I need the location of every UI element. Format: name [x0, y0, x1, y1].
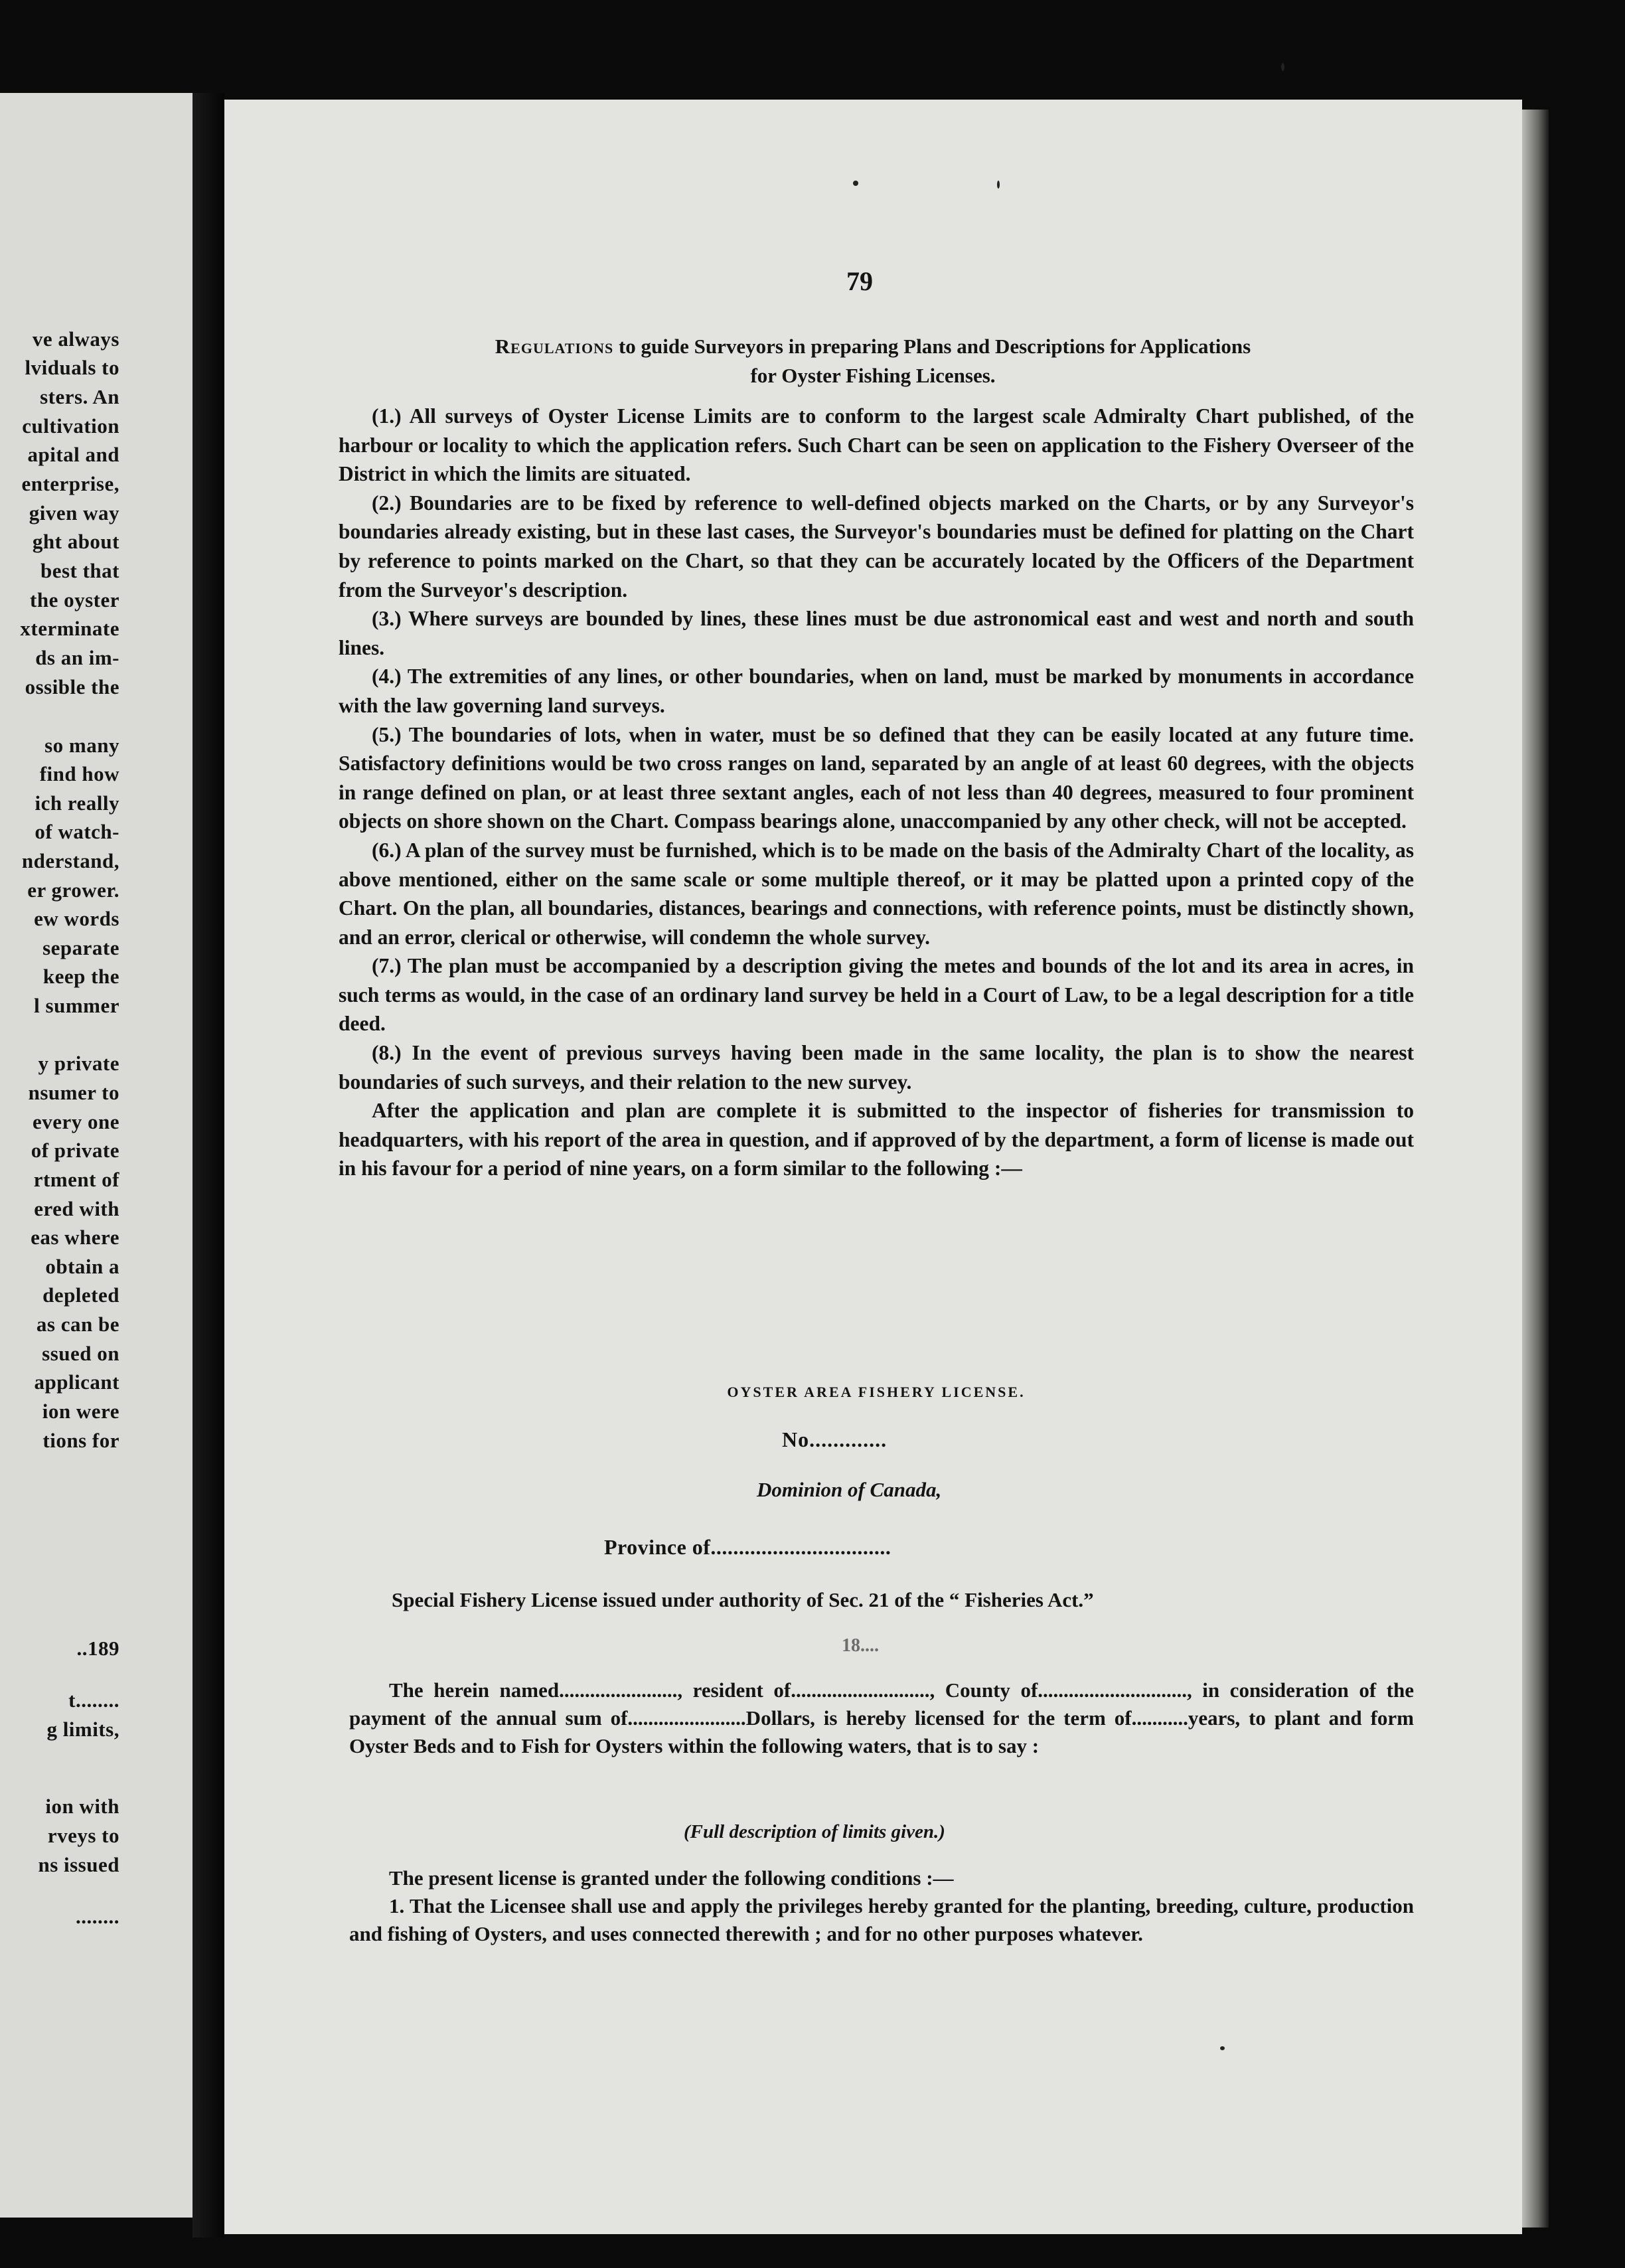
print-speck	[1220, 2046, 1225, 2050]
license-form-text	[349, 1676, 1414, 1760]
left-page-line: as can be	[36, 1313, 119, 1336]
license-number-line: No.............	[782, 1427, 888, 1451]
left-page-line: of watch-	[35, 820, 119, 843]
left-page-line: every one	[32, 1110, 119, 1133]
left-page-line: eas where	[31, 1226, 119, 1249]
year-line: 18....	[842, 1635, 879, 1656]
left-page-line: sters. An	[40, 385, 119, 408]
regulations-body	[339, 402, 1414, 1183]
left-page-line: ion were	[42, 1400, 119, 1423]
left-page-line: ich really	[35, 791, 119, 815]
left-page-line: ossible the	[25, 675, 119, 698]
province-line: Province of................................	[604, 1535, 891, 1559]
left-page-line: best that	[40, 559, 119, 582]
left-page-line: lviduals to	[25, 356, 119, 379]
left-page-line: so many	[44, 734, 119, 757]
regulation-paragraph: (8.) In the event of previous surveys having been made in the same locality, the plan is to show the nearest boundaries of such surveys, and their relation to the new survey.	[339, 1041, 1414, 1094]
left-page-line: applicant	[34, 1370, 119, 1394]
left-page-line: rtment of	[33, 1168, 119, 1191]
special-license-line: Special Fishery License issued under authority of Sec. 21 of the “ Fisheries Act.”	[392, 1588, 1094, 1611]
heading-line-2: for Oyster Fishing Licenses.	[750, 364, 996, 387]
left-page-line: xterminate	[20, 617, 119, 640]
left-page-line: ew words	[34, 907, 119, 930]
left-page-line: obtain a	[45, 1255, 119, 1278]
left-page-line: enterprise,	[21, 472, 119, 495]
regulation-paragraph: After the application and plan are complete it is submitted to the inspector of fisheries for transmission to headquarters, with his report of the area in question, and if approved of by the department, a form of license is made out in his favour for a period of nine years, on a form similar to the following :—	[339, 1099, 1414, 1180]
heading-caps: Regulations	[495, 335, 614, 358]
left-page-line: find how	[39, 762, 119, 785]
license-conditions	[349, 1864, 1414, 1948]
dominion-line: Dominion of Canada,	[757, 1478, 942, 1501]
left-page-line: separate	[42, 936, 119, 959]
regulation-paragraph: (3.) Where surveys are bounded by lines, these lines must be due astronomical east and west and north and south lines.	[339, 607, 1414, 659]
page-edge	[1522, 110, 1549, 2228]
regulation-paragraph: (6.) A plan of the survey must be furnished, which is to be made on the basis of the Admiralty Chart of the locality, as above mentioned, either on the same scale or some multiple thereof, or it may be platted upon a printed copy of the Chart. On the plan, all boundaries, distances, bearings and connections, with reference points, must be distinctly shown, and an error, clerical or otherwise, will condemn the whole survey.	[339, 838, 1414, 949]
left-page-line: ght about	[32, 530, 119, 553]
left-page-line: l summer	[34, 994, 119, 1017]
form-paragraph: The herein named......................., resident of..........................., County of............................., in consideration of the payment of the annual sum of.......................Dollars, is hereby licensed for the term of...........years, to plant and form Oyster Beds and to Fish for Oysters within the following waters, that is to say :	[349, 1678, 1414, 1757]
left-page-line: rveys to	[47, 1824, 119, 1847]
left-page-line: the oyster	[30, 588, 119, 611]
print-speck	[853, 181, 858, 186]
left-page-line: keep the	[42, 965, 119, 988]
left-page-line: ..189	[76, 1637, 119, 1660]
regulations-heading	[332, 332, 1414, 390]
license-title: OYSTER AREA FISHERY LICENSE.	[727, 1384, 1026, 1400]
regulation-paragraph: (2.) Boundaries are to be fixed by reference to well-defined objects marked on the Charts, or by any Surveyor's boundaries already existing, but in these last cases, the Surveyor's boundaries must be defined for platting on the Chart by reference to points marked on the Chart, so that they can be accurately located by the Officers of the Department from the Surveyor's description.	[339, 491, 1414, 602]
condition-1: 1. That the Licensee shall use and apply the privileges hereby granted for the planting, breeding, culture, production and fishing of Oysters, and uses connected therewith ; and for no other purposes whatever.	[349, 1894, 1414, 1945]
regulation-paragraph: (1.) All surveys of Oyster License Limits are to conform to the largest scale Admiralty Chart published, of the harbour or locality to which the application refers. Such Chart can be seen on application to the Fishery Overseer of the District in which the limits are situated.	[339, 404, 1414, 486]
regulation-paragraph: (7.) The plan must be accompanied by a description giving the metes and bounds of the lot and its area in acres, in such terms as would, in the case of an ordinary land survey be held in a Court of Law, to be a legal description for a title deed.	[339, 954, 1414, 1036]
left-page-line: ds an im-	[35, 646, 119, 669]
left-page-line: cultivation	[22, 414, 119, 438]
left-page-line: nderstand,	[21, 849, 119, 872]
left-page-line: ion with	[45, 1795, 119, 1818]
left-page-line: t........	[68, 1688, 119, 1712]
print-speck	[997, 181, 1000, 189]
regulation-paragraph: (4.) The extremities of any lines, or other boundaries, when on land, must be marked by monuments in accordance with the law governing land surveys.	[339, 665, 1414, 717]
left-page-line: given way	[29, 501, 119, 525]
left-page-line: apital and	[27, 443, 119, 466]
left-page-line: ered with	[34, 1197, 119, 1220]
left-page-line: ........	[76, 1905, 119, 1928]
full-description-note: (Full description of limits given.)	[684, 1821, 945, 1842]
regulation-paragraph: (5.) The boundaries of lots, when in water, must be so defined that they can be easily located at any future time. Satisfactory definitions would be two cross ranges on land, separated by an angle of at least 60 degrees, with the objects in range defined on plan, or at least three sextant angles, each of not less than 40 degrees, measured to four prominent objects on shore shown on the Chart. Compass bearings alone, unaccompanied by any other check, will not be accepted.	[339, 722, 1414, 833]
left-page-line: of private	[31, 1139, 119, 1162]
left-page-line: depleted	[42, 1283, 119, 1307]
left-page-line: g limits,	[46, 1718, 119, 1741]
page-number: 79	[846, 266, 873, 296]
left-page-line: ssued on	[42, 1342, 119, 1365]
left-page-line: y private	[38, 1052, 119, 1075]
left-page-line: ve always	[32, 327, 119, 351]
left-facing-page	[0, 93, 193, 2218]
left-page-line: er grower.	[27, 878, 119, 902]
conditions-intro: The present license is granted under the following conditions :—	[389, 1866, 954, 1890]
left-page-line: ns issued	[38, 1853, 119, 1876]
heading-line-1: to guide Surveyors in preparing Plans and Descriptions for Applications	[613, 335, 1251, 358]
left-page-line: tions for	[42, 1429, 119, 1452]
left-page-line: nsumer to	[28, 1081, 119, 1104]
book-gutter	[193, 93, 224, 2237]
print-speck	[1281, 63, 1284, 71]
